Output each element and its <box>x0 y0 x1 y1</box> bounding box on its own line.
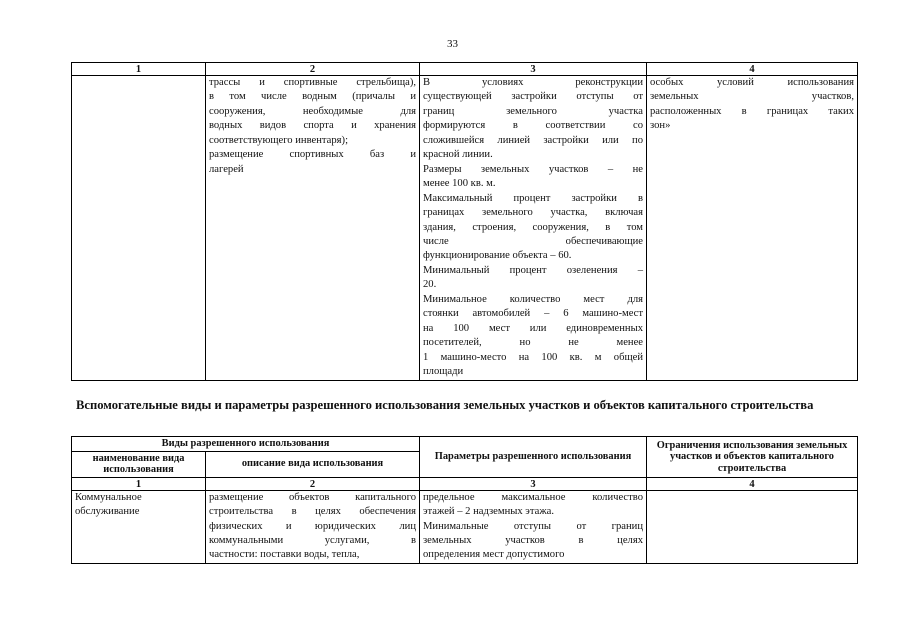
column-number: 2 <box>206 63 420 76</box>
text-line: водных видов спорта и хранения <box>209 120 416 132</box>
text-line: предельное максимальное количество <box>423 491 643 503</box>
text-line: границ земельного участка <box>423 105 643 117</box>
column-number-row <box>72 477 858 490</box>
text-line: сложившейся линией застройки или по <box>423 134 643 146</box>
header-parameters: Параметры разрешенного использования <box>420 437 647 478</box>
text-line: 20. <box>423 279 437 291</box>
text-line: стоянки автомобилей – 6 машино-мест <box>423 308 643 320</box>
text-line: здания, строения, сооружения, в том <box>423 221 643 233</box>
text-line: размещение объектов капитального <box>209 491 416 503</box>
text-line: земельных участков, <box>650 91 854 103</box>
text-line: красной линии. <box>423 149 493 161</box>
header-use-name: наименование вида использования <box>72 451 206 477</box>
table-row <box>72 490 858 563</box>
text-line: физических и юридических лиц <box>209 520 416 532</box>
table-row <box>72 76 858 381</box>
text-line: расположенных в границах таких <box>650 105 854 117</box>
text-line: границах земельного участка, включая <box>423 207 643 219</box>
column-number: 3 <box>420 63 647 76</box>
text-line: частности: поставки воды, тепла, <box>209 549 360 561</box>
text-line: посетителей, но не менее <box>423 337 643 349</box>
text-line: Минимальный процент озеленения – <box>423 264 643 276</box>
text-line: Максимальный процент застройки в <box>423 192 643 204</box>
text-line: лагерей <box>209 163 244 175</box>
section-title: Вспомогательные виды и параметры разрешенного использования земельных участков и объектов капитального строительства <box>76 398 814 412</box>
text-line: трассы и спортивные стрельбища), <box>209 77 416 88</box>
cell-use-name <box>72 490 206 563</box>
text-line: площади <box>423 366 464 378</box>
header-row <box>72 437 858 452</box>
text-line: Размеры земельных участков – не <box>423 163 643 175</box>
text-line: менее 100 кв. м. <box>423 178 496 190</box>
continuation-table <box>71 62 858 381</box>
column-number: 4 <box>647 477 858 490</box>
text-line: Минимальное количество мест для <box>423 293 643 305</box>
text-line: в том числе водным (причалы и <box>209 91 416 103</box>
column-number: 1 <box>72 63 206 76</box>
page-number: 33 <box>447 38 458 50</box>
cell-use-limits <box>647 76 858 381</box>
column-number: 2 <box>206 477 420 490</box>
text-line: В условиях реконструкции <box>423 77 643 88</box>
cell-use-parameters <box>420 490 647 563</box>
text-line: размещение спортивных баз и <box>209 149 416 161</box>
column-number-row <box>72 63 858 76</box>
auxiliary-uses-table <box>71 436 858 564</box>
text-line: зон» <box>650 120 671 132</box>
header-use-description: описание вида использования <box>206 451 420 477</box>
text-line: существующей застройки отступы от <box>423 91 643 103</box>
header-use-types: Виды разрешенного использования <box>72 437 420 452</box>
cell-use-description <box>206 76 420 381</box>
cell-use-parameters <box>420 76 647 381</box>
text-line: этажей – 2 надземных этажа. <box>423 506 554 518</box>
text-line: земельных участков в целях <box>423 535 643 546</box>
text-line: 1 машино-место на 100 кв. м общей <box>423 351 643 363</box>
text-line: соответствующего инвентаря); <box>209 134 349 146</box>
text-line: особых условий использования <box>650 77 854 88</box>
text-line: формируются в соответствии со <box>423 120 643 132</box>
text-line: коммунальными услугами, в <box>209 535 416 546</box>
column-number: 4 <box>647 63 858 76</box>
cell-use-limits <box>647 490 858 563</box>
text-line: Минимальные отступы от границ <box>423 520 643 532</box>
text-line: функционирование объекта – 60. <box>423 250 572 262</box>
text-line: строительства в целях обеспечения <box>209 506 416 518</box>
text-line: на 100 мест или единовременных <box>423 322 643 334</box>
header-limits: Ограничения использования земельных участков и объектов капитального строительства <box>647 437 858 478</box>
text-line: определения мест допустимого <box>423 549 565 561</box>
text-line: обслуживание <box>75 506 140 518</box>
text-line: сооружения, необходимые для <box>209 105 416 117</box>
text-line: Коммунальное <box>75 491 142 503</box>
column-number: 3 <box>420 477 647 490</box>
text-line: числе обеспечивающие <box>423 235 643 247</box>
column-number: 1 <box>72 477 206 490</box>
cell-use-name <box>72 76 206 381</box>
cell-use-description <box>206 490 420 563</box>
